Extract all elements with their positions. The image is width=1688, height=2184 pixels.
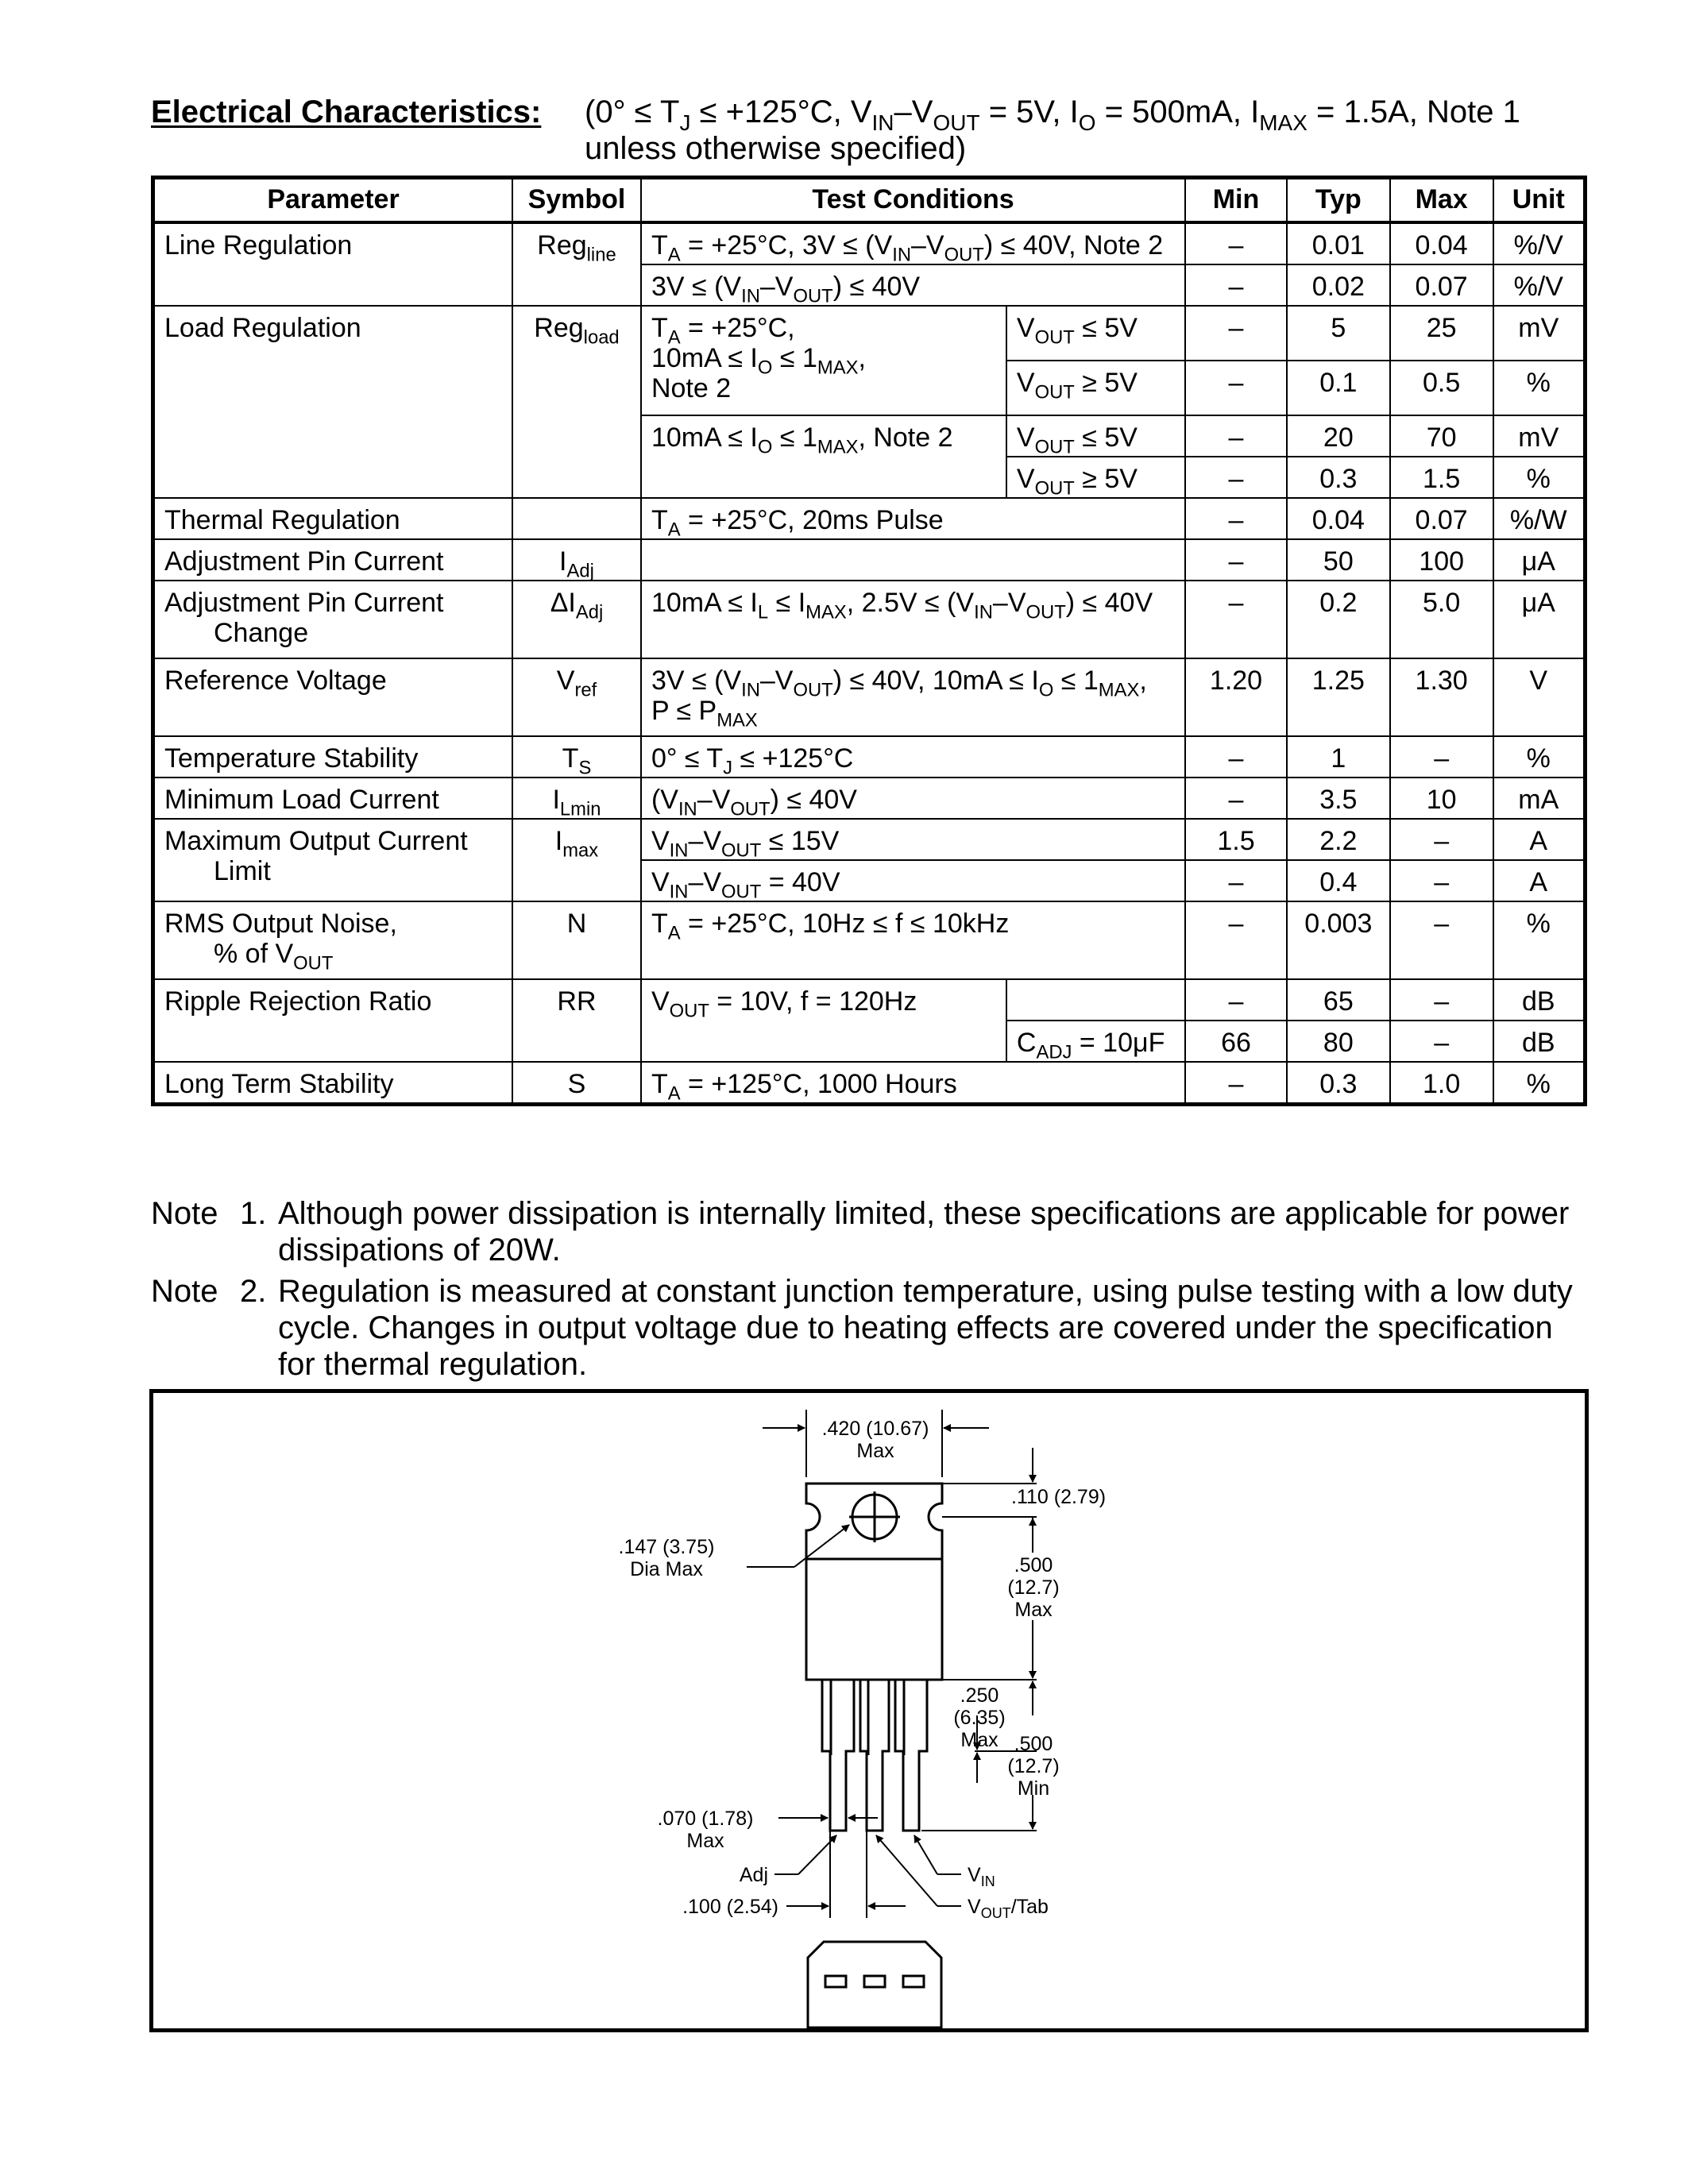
cond-text: –V [894, 95, 933, 129]
note-text: Although power dissipation is internally limited, these specifications are applicable for power dissipations of 20W. [278, 1196, 1570, 1268]
symbol-sub: Lmin [559, 798, 601, 820]
lead-width-label: Max [686, 1830, 724, 1852]
cell-max: 25 [1390, 306, 1493, 361]
sub: OUT [793, 679, 833, 701]
header-unit: Unit [1493, 178, 1586, 223]
table-row [153, 306, 1586, 361]
cell-min: – [1185, 736, 1287, 778]
sub: MAX [805, 601, 847, 623]
cell-unit: %/V [1493, 264, 1586, 306]
pin-vout-suffix: /Tab [1010, 1896, 1049, 1918]
lead-width-label: .070 (1.78) [657, 1808, 754, 1830]
sub: OUT [944, 244, 984, 266]
heading-conditions [585, 94, 1688, 135]
sub: O [757, 357, 773, 379]
pin-adj-label: Adj [739, 1864, 768, 1886]
cell-typ: 0.1 [1287, 361, 1390, 415]
cell-typ: 0.003 [1287, 901, 1390, 979]
dimension-lines [747, 1410, 1037, 1918]
sub: IN [892, 244, 912, 266]
cell-test: $3V \le (V_{IN}-V_{OUT}) \le 40V$, $10mA \le I_O \le 1_{MAX}$, $P \le P_{MAX}$ [641, 658, 1185, 736]
note-item [151, 1273, 1589, 1383]
cell-test: $10mA \le I_L \le I_{MAX}$, $2.5V \le (V_{IN}-V_{OUT}) \le 40V$ [641, 581, 1185, 658]
cell-typ: 50 [1287, 539, 1390, 581]
symbol-sub: S [578, 757, 592, 779]
end-view-pin [825, 1976, 846, 1987]
cell-unit: % [1493, 457, 1586, 498]
cell-unit: V [1493, 658, 1586, 736]
cell-unit: A [1493, 860, 1586, 901]
cell-parameter: Minimum Load Current [153, 778, 513, 819]
cell-symbol [512, 498, 641, 539]
cell-typ: 0.01 [1287, 222, 1390, 264]
width-max-label: Max [856, 1440, 894, 1462]
cell-typ: 2.2 [1287, 819, 1390, 860]
end-view-pin [903, 1976, 924, 1987]
cond-sub: J [679, 110, 691, 135]
sub: A [667, 519, 681, 541]
electrical-characteristics-table [151, 176, 1587, 1106]
cell-min: – [1185, 415, 1287, 457]
cell-test: $(V_{IN}-V_{OUT}) \le 40V$ [641, 778, 1185, 819]
cell-min: 1.5 [1185, 819, 1287, 860]
cell-typ: 0.3 [1287, 457, 1390, 498]
lead-length-label: .500 [1014, 1733, 1053, 1755]
cell-unit: A [1493, 819, 1586, 860]
body-height-label: .500 [1014, 1554, 1053, 1576]
lead-shoulder-label: Max [960, 1729, 999, 1751]
hole-diameter-label: .147 (3.75) [618, 1536, 715, 1558]
sub: O [757, 436, 773, 458]
cell-parameter: Reference Voltage [153, 658, 513, 736]
note-item [151, 1195, 1589, 1268]
cell-unit: % [1493, 901, 1586, 979]
cell-min: – [1185, 539, 1287, 581]
cell-symbol: $V_{ref}$ [512, 658, 641, 736]
cell-unit: % [1493, 736, 1586, 778]
lead-length-label: Min [1017, 1777, 1050, 1800]
cell-test-sub: $C_{ADJ} = 10\mu F$ [1006, 1021, 1185, 1062]
cond-text: (0° ≤ T [585, 95, 680, 129]
cell-parameter: Long Term Stability [153, 1062, 513, 1105]
cond-text: = 1.5A, Note 1 [1307, 95, 1520, 129]
cell-test: $T_A = +25^\circ C$, 20ms Pulse [641, 498, 1185, 539]
package-outline [806, 1484, 942, 2028]
sub: ADJ [1036, 1041, 1072, 1063]
cell-test: $V_{OUT} = 10V$, f = 120Hz [641, 979, 1006, 1062]
cell-min: – [1185, 1062, 1287, 1105]
cell-unit: dB [1493, 1021, 1586, 1062]
cell-typ: 65 [1287, 979, 1390, 1021]
pin-vout-sub: OUT [980, 1905, 1011, 1921]
cell-max: 0.5 [1390, 361, 1493, 415]
cond-text: ≤ +125°C, V [690, 95, 872, 129]
sub: IN [974, 601, 993, 623]
cell-test: $3V \le (V_{IN}-V_{OUT}) \le 40V$ [641, 264, 1185, 306]
table-header-row [153, 178, 1586, 223]
cell-min: – [1185, 901, 1287, 979]
cell-parameter: Adjustment Pin Current [153, 539, 513, 581]
cell-min: 1.20 [1185, 658, 1287, 736]
sub: IN [669, 881, 689, 903]
symbol-sub: Adj [575, 601, 604, 623]
cond-text: = 500mA, I [1095, 95, 1260, 129]
cell-max: 10 [1390, 778, 1493, 819]
package-body [806, 1559, 942, 1680]
sub: OUT [1026, 601, 1066, 623]
cell-symbol: N [512, 901, 641, 979]
cell-parameter: Line Regulation [153, 222, 513, 306]
cell-unit: % [1493, 361, 1586, 415]
cell-unit: mV [1493, 306, 1586, 361]
sub: IN [741, 679, 760, 701]
pin-vin-label [968, 1864, 995, 1889]
sub: O [1038, 679, 1054, 701]
cell-symbol: $I_{Adj}$ [512, 539, 641, 581]
cell-typ: 5 [1287, 306, 1390, 361]
cell-typ: 3.5 [1287, 778, 1390, 819]
cell-test: $T_A = +25^\circ C$, 10Hz ≤ f ≤ 10kHz [641, 901, 1185, 979]
cell-max: 1.5 [1390, 457, 1493, 498]
cell-test: $T_A = +125^\circ C$, 1000 Hours [641, 1062, 1185, 1105]
table-row [153, 819, 1586, 860]
sub: OUT [721, 881, 762, 903]
cell-min: – [1185, 979, 1287, 1021]
lead-shoulder-label: .250 [960, 1684, 999, 1707]
cell-parameter: Load Regulation [153, 306, 513, 498]
sub: OUT [293, 952, 334, 974]
table-row [153, 539, 1586, 581]
pin-vout-text: V [968, 1896, 981, 1918]
cell-unit: μA [1493, 539, 1586, 581]
sub: OUT [1034, 381, 1075, 403]
table-row [153, 778, 1586, 819]
cell-parameter: Maximum Output Current Limit [153, 819, 513, 901]
cell-symbol: RR [512, 979, 641, 1062]
pin-vin-sub: IN [980, 1873, 995, 1889]
sub: OUT [669, 1000, 709, 1022]
sub: OUT [793, 285, 833, 307]
cell-max: 0.04 [1390, 222, 1493, 264]
sub: MAX [1098, 679, 1140, 701]
cell-test: $V_{IN}-V_{OUT} \le 15V$ [641, 819, 1185, 860]
cell-min: – [1185, 860, 1287, 901]
sub: A [667, 244, 681, 266]
package-drawing [153, 1393, 1585, 2028]
cell-max: – [1390, 860, 1493, 901]
cell-unit: % [1493, 1062, 1586, 1105]
cell-test: $0^\circ \le T_J \le +125^\circ C$ [641, 736, 1185, 778]
cell-parameter: RMS Output Noise, % of $V_{OUT}$ [153, 901, 513, 979]
sub: MAX [817, 436, 859, 458]
heading-conditions-line2: unless otherwise specified) [585, 131, 967, 166]
note-label: Note [151, 1274, 218, 1309]
cell-parameter: Ripple Rejection Ratio [153, 979, 513, 1062]
cond-sub: MAX [1259, 110, 1308, 135]
header-typ: Typ [1287, 178, 1390, 223]
cell-test-sub: $V_{OUT} \le 5V$ [1006, 415, 1185, 457]
notes-section [151, 1195, 1589, 1387]
sub: MAX [717, 709, 758, 731]
header-min: Min [1185, 178, 1287, 223]
cell-parameter: Adjustment Pin Current Change [153, 581, 513, 658]
table-row [153, 658, 1586, 736]
symbol-sub: Adj [566, 560, 594, 582]
body-height-label: (12.7) [1007, 1576, 1060, 1599]
header-parameter: Parameter [153, 178, 513, 223]
cell-typ: 0.04 [1287, 498, 1390, 539]
lead-length-label: (12.7) [1007, 1755, 1060, 1777]
header-symbol: Symbol [512, 178, 641, 223]
symbol-sub: load [583, 326, 620, 349]
header-max: Max [1390, 178, 1493, 223]
cell-unit: %/W [1493, 498, 1586, 539]
pin-vin-text: V [968, 1864, 981, 1886]
cell-max: 0.07 [1390, 264, 1493, 306]
note-label: Note [151, 1196, 218, 1231]
cell-unit: μA [1493, 581, 1586, 658]
cell-typ: 0.3 [1287, 1062, 1390, 1105]
cell-min: – [1185, 264, 1287, 306]
note-number: 2. [240, 1274, 267, 1309]
cell-test: $T_A = +25^\circ C$, $3V \le (V_{IN}-V_{OUT}) \le 40V$, Note 2 [641, 222, 1185, 264]
note-number: 1. [240, 1196, 267, 1231]
section-title: Electrical Characteristics: [151, 95, 542, 129]
table-row [153, 498, 1586, 539]
table-row [153, 736, 1586, 778]
cell-unit: %/V [1493, 222, 1586, 264]
tab-height-label: .110 (2.79) [1011, 1486, 1107, 1508]
cell-max: – [1390, 736, 1493, 778]
cell-min: – [1185, 457, 1287, 498]
cell-test-sub: $V_{OUT} \ge 5V$ [1006, 457, 1185, 498]
cell-min: – [1185, 306, 1287, 361]
pin-vout-label [968, 1896, 1049, 1921]
note-text: Regulation is measured at constant junction temperature, using pulse testing with a low duty cycle. Changes in output voltage due to heating effects are covered under the specification for thermal regulation. [278, 1274, 1573, 1382]
cell-symbol: Reg$_{load}$ [512, 306, 641, 498]
cell-test [641, 539, 1185, 581]
cell-test-sub [1006, 979, 1185, 1021]
package-end-view [808, 1942, 941, 2028]
sub: MAX [817, 357, 859, 379]
cell-typ: 0.4 [1287, 860, 1390, 901]
cell-typ: 0.02 [1287, 264, 1390, 306]
cond-sub: IN [871, 110, 894, 135]
cell-test: $10mA \le I_O \le 1_{MAX}$, Note 2 [641, 415, 1006, 498]
symbol-sub: ref [574, 679, 597, 701]
symbol-sub: line [586, 244, 616, 266]
cell-max: – [1390, 901, 1493, 979]
table-row [153, 222, 1586, 264]
cell-max: – [1390, 1021, 1493, 1062]
cell-typ: 0.2 [1287, 581, 1390, 658]
sub: OUT [730, 798, 771, 820]
cell-typ: 1 [1287, 736, 1390, 778]
lead-shoulder-label: (6.35) [953, 1707, 1006, 1729]
cell-unit: mA [1493, 778, 1586, 819]
cell-max: – [1390, 979, 1493, 1021]
hole-diameter-sub: Dia Max [630, 1558, 703, 1580]
package-leads [822, 1680, 927, 1831]
cell-min: – [1185, 222, 1287, 264]
header-test-conditions: Test Conditions [641, 178, 1185, 223]
package-outline-diagram [149, 1389, 1589, 2032]
cell-symbol: $\Delta I_{Adj}$ [512, 581, 641, 658]
cell-parameter: Thermal Regulation [153, 498, 513, 539]
end-view-pin [864, 1976, 885, 1987]
cell-symbol: Reg$_{line}$ [512, 222, 641, 306]
sub: J [723, 757, 733, 779]
cell-max: 1.30 [1390, 658, 1493, 736]
cell-min: – [1185, 361, 1287, 415]
cell-test: $V_{IN}-V_{OUT} = 40V$ [641, 860, 1185, 901]
sub: A [667, 326, 681, 349]
cell-max: 100 [1390, 539, 1493, 581]
sub: A [667, 922, 681, 944]
sub: OUT [1034, 326, 1075, 349]
cell-min: 66 [1185, 1021, 1287, 1062]
sub: IN [669, 839, 689, 862]
cell-typ: 1.25 [1287, 658, 1390, 736]
cell-typ: 80 [1287, 1021, 1390, 1062]
cell-max: 0.07 [1390, 498, 1493, 539]
cell-min: – [1185, 778, 1287, 819]
table-row [153, 901, 1586, 979]
cell-test-sub: $V_{OUT} \le 5V$ [1006, 306, 1185, 361]
symbol-sub: max [562, 839, 599, 862]
sub: IN [741, 285, 760, 307]
cell-typ: 20 [1287, 415, 1390, 457]
body-height-label: Max [1014, 1599, 1053, 1621]
cell-max: 1.0 [1390, 1062, 1493, 1105]
table-row [153, 581, 1586, 658]
cell-symbol: $T_S$ [512, 736, 641, 778]
cell-unit: mV [1493, 415, 1586, 457]
cell-test-sub: $V_{OUT} \ge 5V$ [1006, 361, 1185, 415]
sub: OUT [1034, 436, 1075, 458]
sub: L [757, 601, 769, 623]
cond-sub: O [1078, 110, 1096, 135]
cell-max: – [1390, 819, 1493, 860]
table-row [153, 979, 1586, 1021]
cell-min: – [1185, 498, 1287, 539]
cell-symbol: $I_{Lmin}$ [512, 778, 641, 819]
sub: IN [678, 798, 697, 820]
width-label: .420 (10.67) [821, 1418, 929, 1440]
table-row [153, 1062, 1586, 1105]
sub: OUT [1034, 477, 1075, 500]
cell-parameter: Temperature Stability [153, 736, 513, 778]
sub: A [667, 1082, 681, 1105]
cell-test: $T_A = +25^\circ C$, $10mA \le I_O \le 1_{MAX}$, Note 2 [641, 306, 1006, 415]
cell-unit: dB [1493, 979, 1586, 1021]
cond-sub: OUT [933, 110, 980, 135]
cell-max: 70 [1390, 415, 1493, 457]
sub: OUT [721, 839, 762, 862]
cell-min: – [1185, 581, 1287, 658]
cell-max: 5.0 [1390, 581, 1493, 658]
cond-text: = 5V, I [979, 95, 1079, 129]
pitch-label: .100 (2.54) [682, 1896, 778, 1918]
cell-symbol: S [512, 1062, 641, 1105]
cell-symbol: $I_{max}$ [512, 819, 641, 901]
